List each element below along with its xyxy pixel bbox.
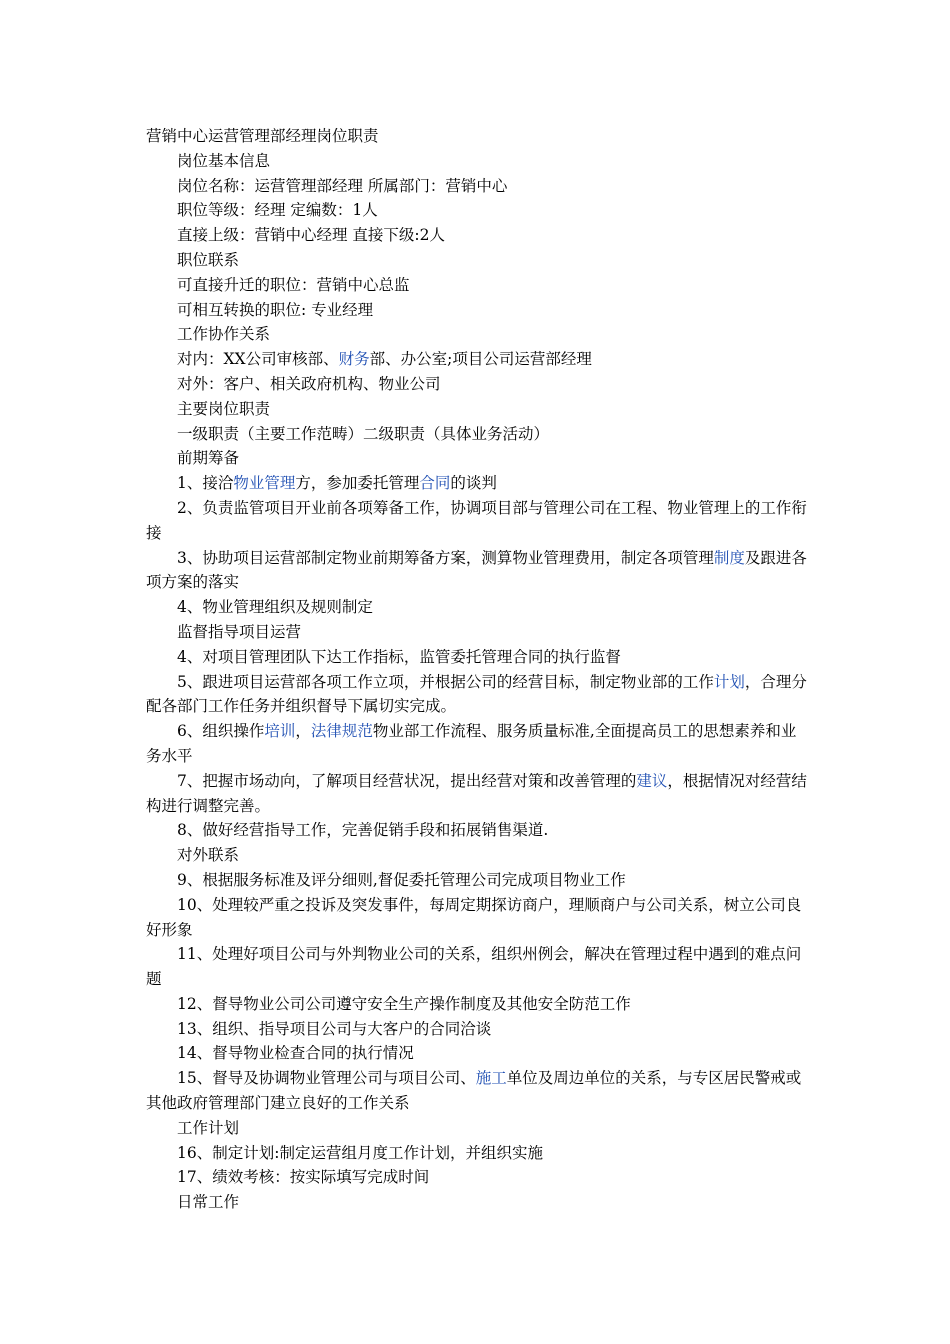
job-name-line: 岗位名称：运营管理部经理 所属部门：营销中心 — [177, 176, 508, 195]
duty-item-8: 8、做好经营指导工作，完善促销手段和拓展销售渠道. — [177, 821, 549, 840]
text-segment: 及跟进各项方案的落实 — [146, 548, 807, 592]
text-segment: 部、办公室;项目公司运营部经理 — [369, 350, 592, 369]
link-training[interactable]: 培训 — [264, 722, 296, 741]
link-finance[interactable]: 财务 — [338, 350, 370, 369]
job-level-line: 职位等级：经理 定编数：1人 — [177, 201, 378, 220]
duty-item-6 — [146, 719, 810, 769]
text-segment: 5、跟进项目运营部各项工作立项，并根据公司的经营目标，制定物业部的工作 — [177, 672, 714, 691]
section-heading-daily-work: 日常工作 — [177, 1193, 240, 1212]
section-heading-basic-info: 岗位基本信息 — [177, 151, 271, 170]
text-segment: 物业部工作流程、服务质量标准,全面提高员工的思想素养和业务水平 — [146, 722, 797, 765]
transfer-line: 可相互转换的职位: 专业经理 — [177, 300, 374, 319]
duty-item-3 — [146, 546, 810, 596]
duty-item-7 — [146, 769, 810, 819]
link-system[interactable]: 制度 — [713, 548, 745, 567]
promotion-line: 可直接升迁的职位：营销中心总监 — [177, 275, 410, 294]
section-heading-job-relations: 职位联系 — [177, 250, 240, 269]
duty-item-1 — [146, 471, 810, 496]
section-heading-supervision: 监督指导项目运营 — [177, 622, 302, 641]
duty-item-17: 17、绩效考核：按实际填写完成时间 — [177, 1168, 430, 1187]
document-body — [146, 124, 810, 1215]
link-construction[interactable]: 施工 — [475, 1069, 507, 1088]
duty-item-12: 12、督导物业公司公司遵守安全生产操作制度及其他安全防范工作 — [177, 994, 631, 1013]
text-segment: 6、组织操作 — [177, 722, 265, 741]
link-suggestion[interactable]: 建议 — [636, 771, 668, 790]
duty-item-4: 4、物业管理组织及规则制定 — [177, 598, 373, 617]
duty-item-13: 13、组织、指导项目公司与大客户的合同洽谈 — [177, 1019, 492, 1038]
text-segment: ，合理分配各部门工作任务并组织督导下属切实完成。 — [146, 672, 807, 716]
duty-item-11: 11、处理好项目公司与外判物业公司的关系，组织州例会，解决在管理过程中遇到的难点问题 — [146, 945, 802, 989]
duty-item-2: 2、负责监管项目开业前各项筹备工作，协调项目部与管理公司在工程、物业管理上的工作衔接 — [146, 498, 807, 542]
duty-item-9: 9、根据服务标准及评分细则,督促委托管理公司完成项目物业工作 — [177, 870, 626, 889]
duty-item-10: 10、处理较严重之投诉及突发事件，每周定期探访商户，理顺商户与公司关系，树立公司良好形象 — [146, 895, 802, 939]
duty-item-14: 14、督导物业检查合同的执行情况 — [177, 1044, 414, 1063]
section-heading-external: 对外联系 — [177, 846, 240, 865]
text-segment: 方，参加委托管理 — [295, 474, 420, 493]
text-segment: 单位及周边单位的关系，与专区居民警戒或其他政府管理部门建立良好的工作关系 — [146, 1069, 802, 1113]
text-segment: ， — [295, 722, 311, 741]
document-title: 营销中心运营管理部经理岗位职责 — [146, 127, 379, 145]
text-segment: 1、接洽 — [177, 474, 234, 493]
text-segment: 的谈判 — [450, 474, 497, 493]
text-segment: 对内：XX公司审核部、 — [177, 350, 339, 369]
duty-item-16: 16、制定计划:制定运营组月度工作计划，并组织实施 — [177, 1143, 543, 1162]
text-segment: 15、督导及协调物业管理公司与项目公司、 — [177, 1069, 476, 1088]
text-segment: 3、协助项目运营部制定物业前期筹备方案，测算物业管理费用，制定各项管理 — [177, 548, 714, 567]
duty-item-4b: 4、对项目管理团队下达工作指标，监管委托管理合同的执行监督 — [177, 647, 621, 666]
link-property-management[interactable]: 物业管理 — [233, 474, 296, 493]
internal-cooperation-line — [146, 347, 810, 372]
text-segment: 7、把握市场动向，了解项目经营状况，提出经营对策和改善管理的 — [177, 771, 637, 790]
text-segment: ，根据情况对经营结构进行调整完善。 — [146, 771, 807, 815]
link-plan[interactable]: 计划 — [713, 672, 745, 691]
link-contract[interactable]: 合同 — [419, 474, 451, 493]
reporting-line: 直接上级：营销中心经理 直接下级:2人 — [177, 226, 446, 245]
duty-level-line: 一级职责（主要工作范畴）二级职责（具体业务活动） — [177, 424, 550, 443]
section-heading-main-duties: 主要岗位职责 — [177, 399, 271, 418]
duty-item-5 — [146, 670, 810, 720]
duty-item-15 — [146, 1066, 810, 1116]
section-heading-work-plan: 工作计划 — [177, 1118, 240, 1137]
section-heading-preparation: 前期筹备 — [177, 449, 240, 468]
link-legal-norms[interactable]: 法律规范 — [310, 722, 373, 741]
external-cooperation-line: 对外：客户、相关政府机构、物业公司 — [177, 374, 441, 393]
section-heading-cooperation: 工作协作关系 — [177, 325, 271, 344]
